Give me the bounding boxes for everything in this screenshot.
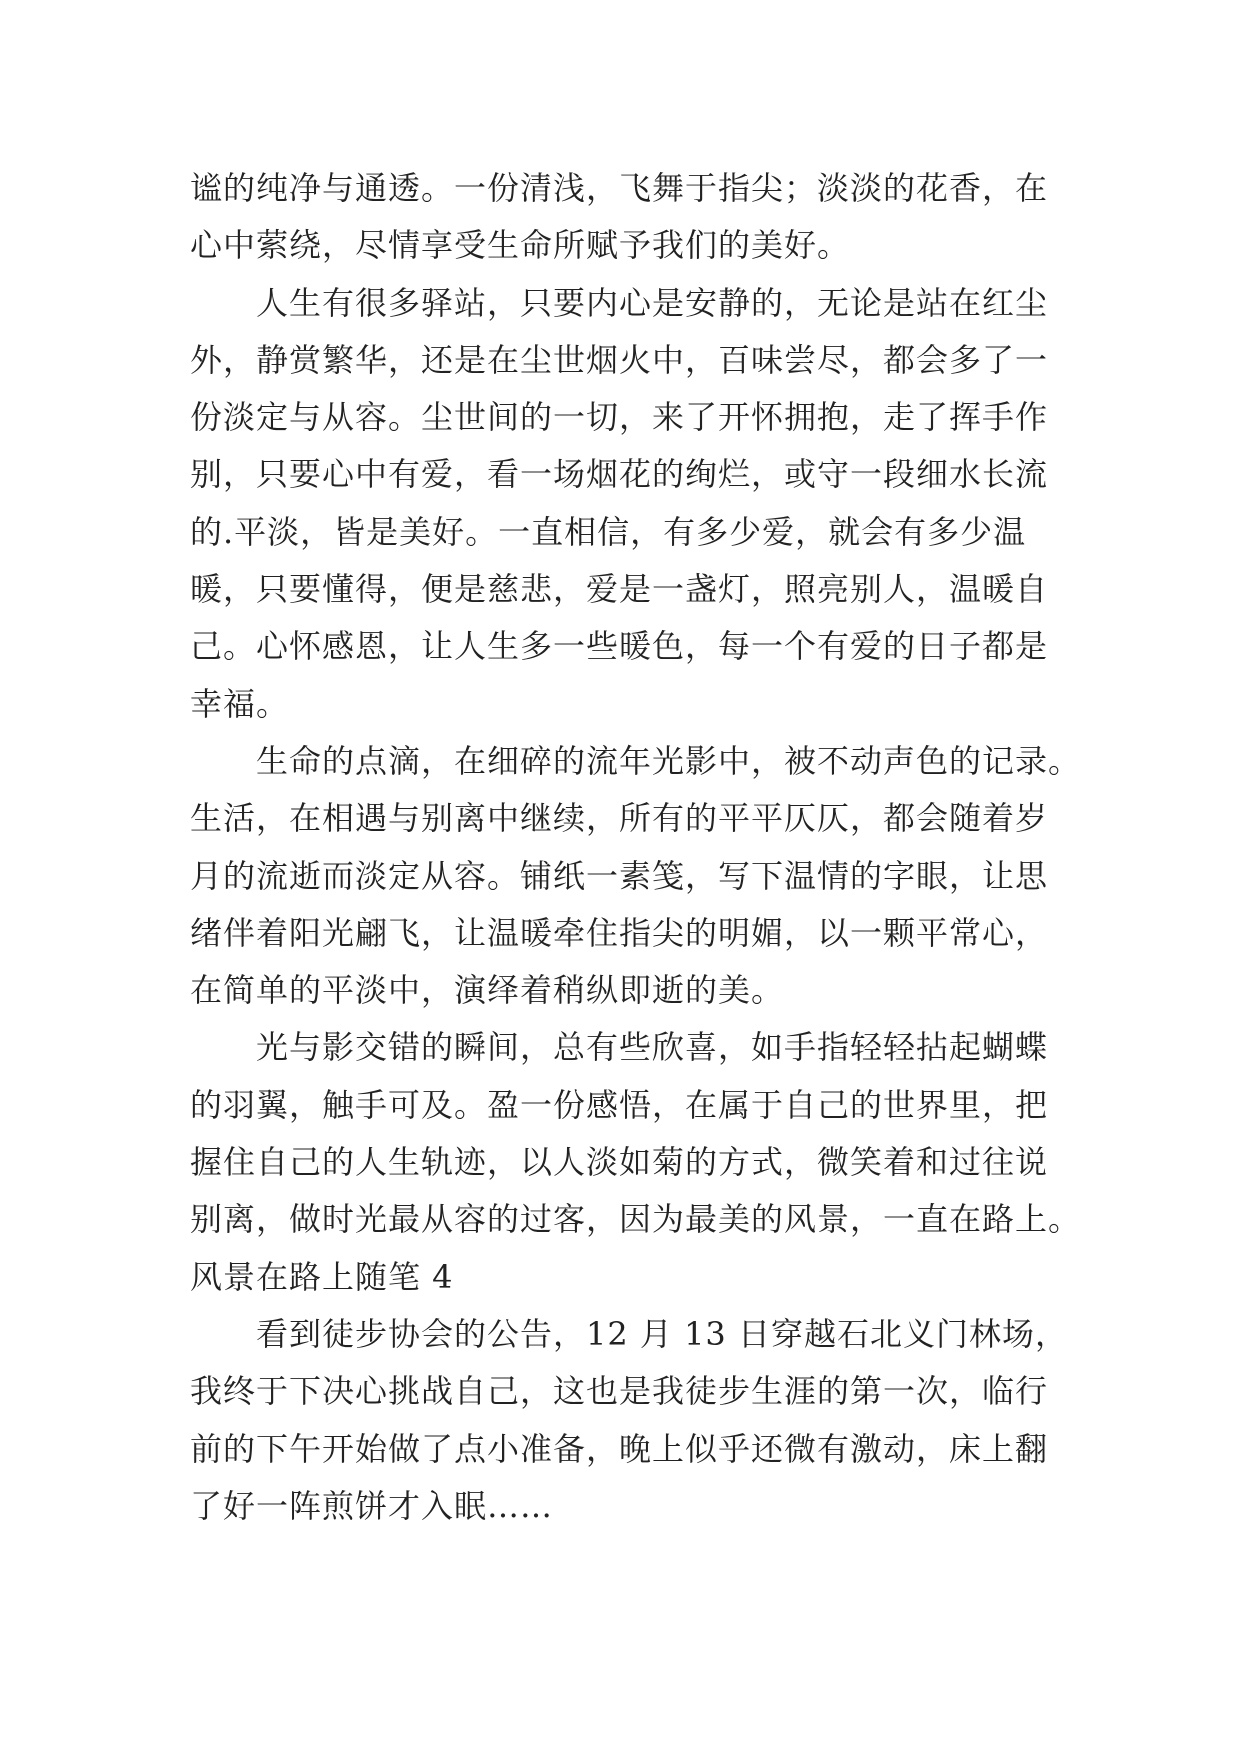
text-line: 己。心怀感恩，让人生多一些暖色，每一个有爱的日子都是 <box>190 627 1049 666</box>
text-line: 幸福。 <box>190 684 290 723</box>
text-line: 别，只要心中有爱，看一场烟花的绚烂，或守一段细水长流 <box>190 455 1049 494</box>
text-line: 我终于下决心挑战自己，这也是我徒步生涯的第一次，临行 <box>190 1372 1049 1411</box>
text-line: 看到徒步协会的公告，12 月 13 日穿越石北义门林场， <box>256 1314 1068 1353</box>
text-line: 风景在路上随笔 4 <box>190 1257 454 1296</box>
text-line: 暖，只要懂得，便是慈悲，爱是一盏灯，照亮别人，温暖自 <box>190 570 1049 609</box>
text-line: 心中萦绕，尽情享受生命所赋予我们的美好。 <box>190 226 851 265</box>
text-line: 月的流逝而淡定从容。铺纸一素笺，写下温情的字眼，让思 <box>190 856 1049 895</box>
document-body <box>190 160 1082 1535</box>
text-line: 外，静赏繁华，还是在尘世烟火中，百味尝尽，都会多了一 <box>190 340 1049 379</box>
text-line: 生活，在相遇与别离中继续，所有的平平仄仄，都会随着岁 <box>190 799 1049 838</box>
text-line: 前的下午开始做了点小准备，晚上似乎还微有激动，床上翻 <box>190 1429 1049 1468</box>
text-line: 别离，做时光最从容的过客，因为最美的风景，一直在路上。 <box>190 1200 1082 1239</box>
text-line: 的羽翼，触手可及。盈一份感悟，在属于自己的世界里，把 <box>190 1085 1049 1124</box>
text-line: 光与影交错的瞬间，总有些欣喜，如手指轻轻拈起蝴蝶 <box>256 1028 1049 1067</box>
text-line: 的.平淡，皆是美好。一直相信，有多少爱，就会有多少温 <box>190 512 1027 551</box>
text-line: 绪伴着阳光翩飞，让温暖牵住指尖的明媚，以一颗平常心， <box>190 913 1049 952</box>
text-line: 谧的纯净与通透。一份清浅，飞舞于指尖；淡淡的花香，在 <box>190 169 1049 207</box>
text-line: 握住自己的人生轨迹，以人淡如菊的方式，微笑着和过往说 <box>190 1143 1049 1182</box>
text-line: 人生有很多驿站，只要内心是安静的，无论是站在红尘 <box>256 283 1049 322</box>
text-line: 份淡定与从容。尘世间的一切，来了开怀拥抱，走了挥手作 <box>190 398 1049 437</box>
text-line: 了好一阵煎饼才入眠…… <box>190 1486 554 1525</box>
text-line: 生命的点滴，在细碎的流年光影中，被不动声色的记录。 <box>256 741 1082 780</box>
text-line: 在简单的平淡中，演绎着稍纵即逝的美。 <box>190 971 785 1010</box>
